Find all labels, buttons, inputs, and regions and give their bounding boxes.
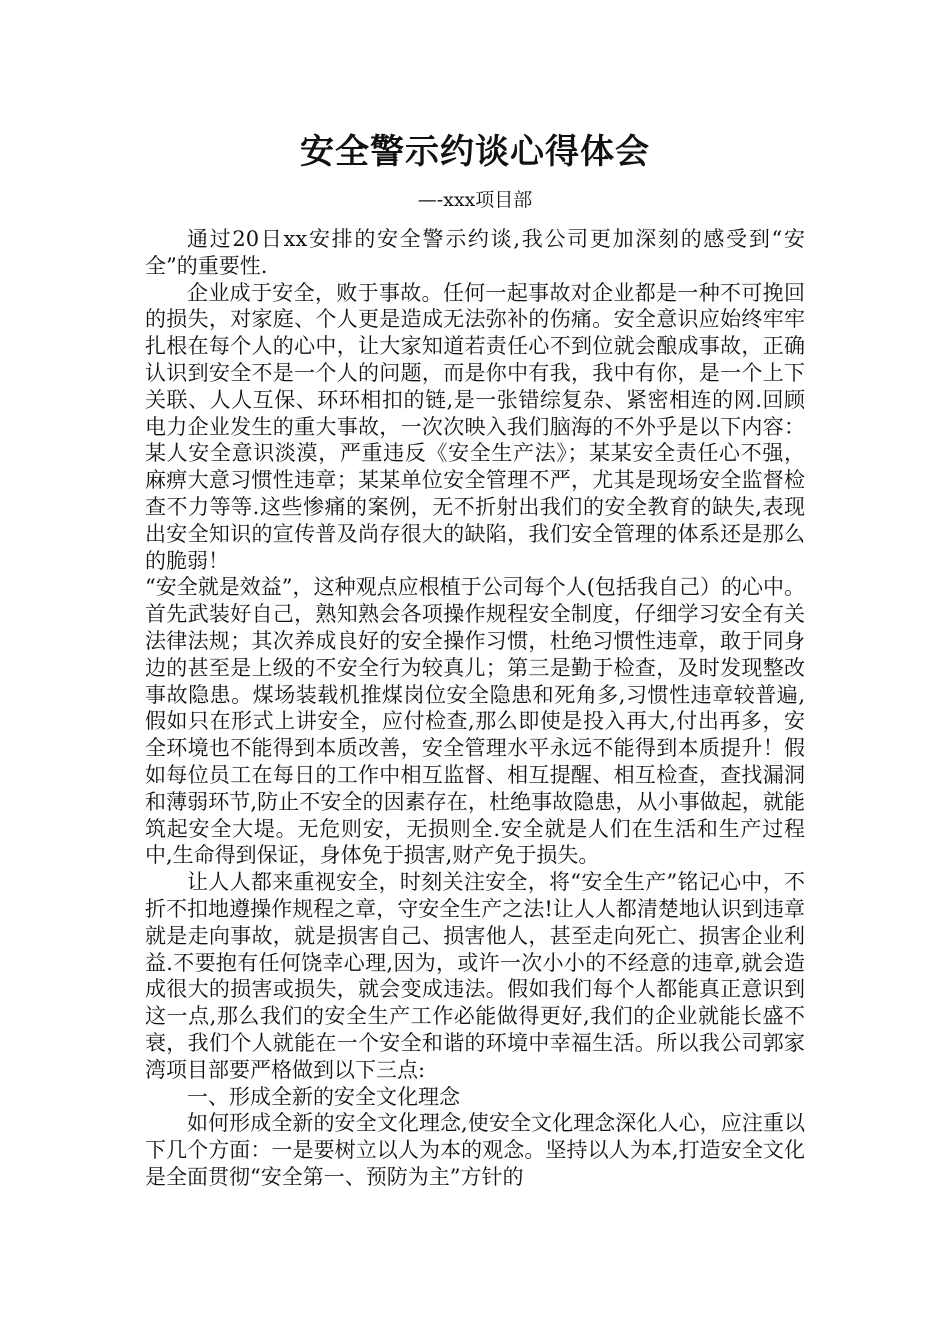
paragraph-everyone-values-safety: 让人人都来重视安全，时刻关注安全，将“安全生产”铭记心中，不折不扣地遵操作规程之章，守安全生产之法!让人人都清楚地认识到违章就是走向事故，就是损害自己、损害他人，甚至走向死亡、损害企业利益.不要抱有任何饶幸心理,因为，或许一次小小的不经意的违章,就会造成很大的损害或损失，就会变成违法。假如我们每个人都能真正意识到这一点,那么我们的安全生产工作必能做得更好,我们的企业就能长盛不衰，我们个人就能在一个安全和谐的环境中幸福生活。所以我公司郭家湾项目部要严格做到以下三点:	[145, 870, 805, 1082]
section-heading-1: 一、形成全新的安全文化理念	[187, 1084, 460, 1109]
document-body	[145, 226, 805, 1191]
page-title: 安全警示约谈心得体会	[300, 132, 650, 172]
document-page	[145, 0, 805, 1344]
paragraph-enterprise-safety: 企业成于安全，败于事故。任何一起事故对企业都是一种不可挽回的损失，对家庭、个人更是造成无法弥补的伤痛。安全意识应始终牢牢扎根在每个人的心中，让大家知道若责任心不到位就会酿成事故，正确认识到安全不是一个人的问题，而是你中有我，我中有你，是一个上下关联、人人互保、环环相扣的链,是一张错综复杂、紧密相连的网.回顾电力企业发生的重大事故，一次次映入我们脑海的不外乎是以下内容：某人安全意识淡漠，严重违反《安全生产法》；某某安全责任心不强，麻痹大意习惯性违章；某某单位安全管理不严，尤其是现场安全监督检查不力等等.这些惨痛的案例，无不折射出我们的安全教育的缺失,表现出安全知识的宣传普及尚存很大的缺陷，我们安全管理的体系还是那么的脆弱！	[145, 280, 805, 573]
paragraph-intro: 通过20日xx安排的安全警示约谈,我公司更加深刻的感受到“安全”的重要性.	[145, 227, 805, 278]
page-subtitle: —-xxx项目部	[417, 189, 533, 211]
paragraph-safety-is-benefit: “安全就是效益”，这种观点应根植于公司每个人(包括我自己）的心中。首先武装好自己，熟知熟会各项操作规程安全制度，仔细学习安全有关法律法规；其次养成良好的安全操作习惯，杜绝习惯性违章，敢于同身边的甚至是上级的不安全行为较真儿；第三是勤于检查，及时发现整改事故隐患。煤场装载机推煤岗位安全隐患和死角多,习惯性违章较普遍,假如只在形式上讲安全，应付检查,那么即使是投入再大,付出再多，安全环境也不能得到本质改善，安全管理水平永远不能得到本质提升！假如每位员工在每日的工作中相互监督、相互提醒、相互检查，查找漏洞和薄弱环节,防止不安全的因素存在，杜绝事故隐患，从小事做起，就能筑起安全大堤。无危则安，无损则全.安全就是人们在生活和生产过程中,生命得到保证，身体免于损害,财产免于损失。	[145, 575, 805, 868]
paragraph-safety-culture: 如何形成全新的安全文化理念,使安全文化理念深化人心，应注重以下几个方面：一是要树立以人为本的观念。坚持以人为本,打造安全文化是全面贯彻“安全第一、预防为主”方针的	[145, 1111, 805, 1189]
